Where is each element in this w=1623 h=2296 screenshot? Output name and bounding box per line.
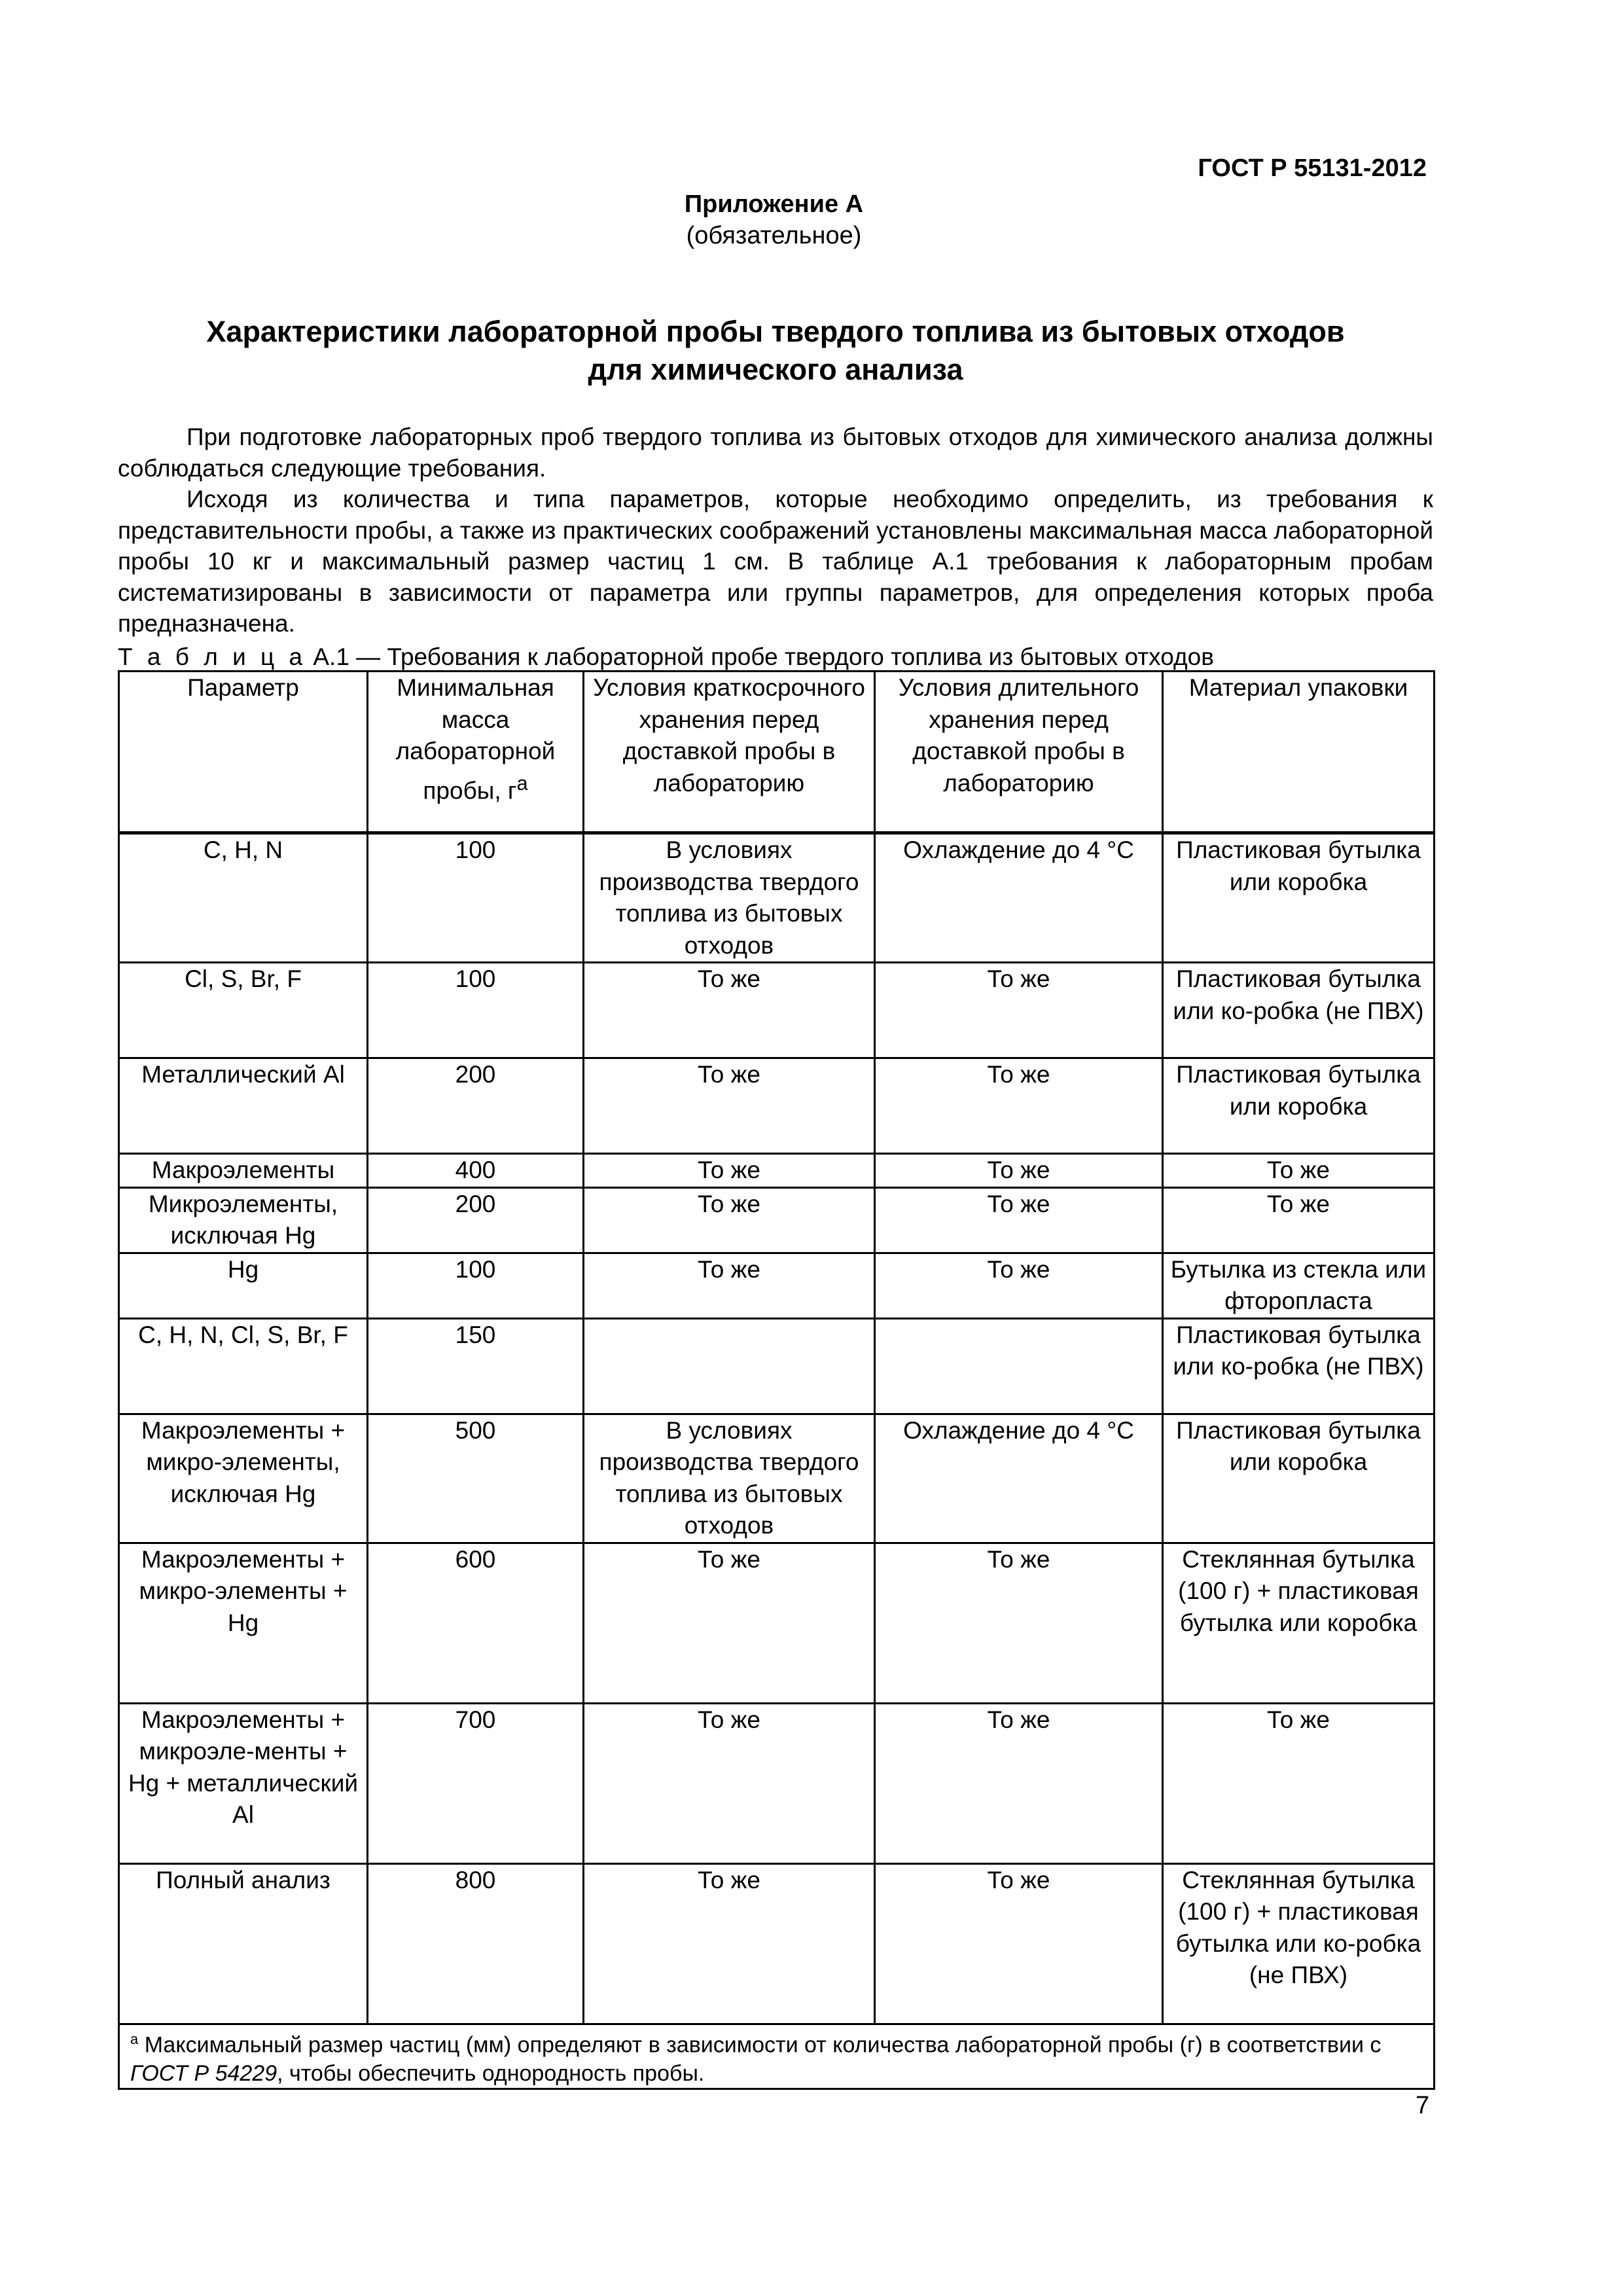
header-parameter: Параметр xyxy=(119,672,368,833)
table-row xyxy=(119,833,1435,963)
footnote-text-a: Максимальный размер частиц (мм) определяют в зависимости от количества лабораторной пробы (г) в соответствии с xyxy=(144,2032,1382,2057)
cell-parameter: Полный анализ xyxy=(119,1863,368,2024)
cell-packaging: Пластиковая бутылка или коробка xyxy=(1163,833,1435,963)
table-row xyxy=(119,1863,1435,2024)
cell-short-storage: То же xyxy=(584,1058,875,1154)
table-body xyxy=(119,833,1435,2024)
cell-parameter: Макроэлементы xyxy=(119,1154,368,1188)
cell-long-storage: То же xyxy=(875,1863,1163,2024)
document-code: ГОСТ Р 55131-2012 xyxy=(1198,154,1427,182)
cell-mass: 100 xyxy=(368,963,584,1058)
cell-long-storage xyxy=(875,1318,1163,1414)
cell-short-storage: То же xyxy=(584,1253,875,1318)
table-header-row xyxy=(119,672,1435,833)
footnote-reference: ГОСТ Р 54229 xyxy=(130,2060,277,2086)
cell-long-storage: Охлаждение до 4 °C xyxy=(875,833,1163,963)
table-row xyxy=(119,1414,1435,1543)
cell-packaging: То же xyxy=(1163,1703,1435,1863)
appendix-status: (обязательное) xyxy=(686,222,862,249)
cell-parameter: Макроэлементы + микроэле-менты + Hg + металлический Al xyxy=(119,1703,368,1863)
table-row xyxy=(119,1703,1435,1863)
cell-mass: 200 xyxy=(368,1187,584,1253)
cell-mass: 600 xyxy=(368,1543,584,1703)
cell-packaging: Бутылка из стекла или фторопласта xyxy=(1163,1253,1435,1318)
table-row xyxy=(119,963,1435,1058)
header-mass xyxy=(368,672,584,833)
cell-parameter: Макроэлементы + микро-элементы + Hg xyxy=(119,1543,368,1703)
table-row xyxy=(119,1058,1435,1154)
table-row xyxy=(119,1187,1435,1253)
cell-mass: 150 xyxy=(368,1318,584,1414)
header-long-storage: Условия длительного хранения перед доставкой пробы в лабораторию xyxy=(875,672,1163,833)
cell-mass: 200 xyxy=(368,1058,584,1154)
cell-long-storage: То же xyxy=(875,1154,1163,1188)
cell-mass: 500 xyxy=(368,1414,584,1543)
cell-long-storage: То же xyxy=(875,1187,1163,1253)
cell-long-storage: То же xyxy=(875,1253,1163,1318)
cell-parameter: C, H, N xyxy=(119,833,368,963)
cell-parameter: Hg xyxy=(119,1253,368,1318)
cell-short-storage xyxy=(584,1318,875,1414)
cell-mass: 400 xyxy=(368,1154,584,1188)
page-title xyxy=(118,313,1433,389)
cell-parameter: Металлический Al xyxy=(119,1058,368,1154)
cell-short-storage: То же xyxy=(584,1863,875,2024)
cell-mass: 800 xyxy=(368,1863,584,2024)
cell-short-storage: То же xyxy=(584,1187,875,1253)
cell-packaging: Стеклянная бутылка (100 г) + пластиковая бутылка или ко-робка (не ПВХ) xyxy=(1163,1863,1435,2024)
cell-packaging: Пластиковая бутылка или ко-робка (не ПВХ) xyxy=(1163,1318,1435,1414)
cell-packaging: Пластиковая бутылка или ко-робка (не ПВХ) xyxy=(1163,963,1435,1058)
table-caption-text: А.1 — Требования к лабораторной пробе твердого топлива из бытовых отходов xyxy=(313,643,1214,670)
cell-packaging: Пластиковая бутылка или коробка xyxy=(1163,1058,1435,1154)
cell-mass: 700 xyxy=(368,1703,584,1863)
table-row xyxy=(119,1154,1435,1188)
table-row xyxy=(119,1318,1435,1414)
appendix-label: Приложение А xyxy=(684,190,864,218)
footnote-row xyxy=(119,2024,1435,2089)
table-row xyxy=(119,1253,1435,1318)
appendix-heading xyxy=(0,188,1548,251)
table-footnote xyxy=(119,2024,1435,2089)
cell-mass: 100 xyxy=(368,833,584,963)
title-line-1: Характеристики лабораторной пробы твердого топлива из бытовых отходов xyxy=(206,315,1345,348)
table-caption-prefix: Т а б л и ц а xyxy=(118,643,307,670)
cell-mass: 100 xyxy=(368,1253,584,1318)
cell-long-storage: То же xyxy=(875,1703,1163,1863)
requirements-table xyxy=(118,670,1435,2090)
cell-parameter: Cl, S, Br, F xyxy=(119,963,368,1058)
cell-short-storage: То же xyxy=(584,1154,875,1188)
cell-parameter: Макроэлементы + микро-элементы, исключая Hg xyxy=(119,1414,368,1543)
cell-packaging: То же xyxy=(1163,1154,1435,1188)
intro-paragraph-2: Исходя из количества и типа параметров, которые необходимо определить, из требования к представительности пробы, а также из практических соображений установлены максимальная масса лабораторной пробы 10 кг и максимальный размер частиц 1 см. В таблице А.1 требования к лабораторным пробам систематизированы в зависимости от параметра или группы параметров, для определения которых проба предназначена. xyxy=(118,486,1433,637)
cell-short-storage: То же xyxy=(584,963,875,1058)
title-line-2: для химического анализа xyxy=(588,353,963,386)
header-mass-text: Минимальная масса лабораторной пробы, г xyxy=(395,674,556,804)
cell-packaging: Пластиковая бутылка или коробка xyxy=(1163,1414,1435,1543)
footnote-mark: а xyxy=(130,2030,139,2047)
page-number: 7 xyxy=(1416,2092,1430,2119)
cell-short-storage: В условиях производства твердого топлива из бытовых отходов xyxy=(584,1414,875,1543)
header-packaging: Материал упаковки xyxy=(1163,672,1435,833)
cell-short-storage: В условиях производства твердого топлива из бытовых отходов xyxy=(584,833,875,963)
cell-short-storage: То же xyxy=(584,1543,875,1703)
table-caption xyxy=(118,641,1214,673)
cell-parameter: C, H, N, Cl, S, Br, F xyxy=(119,1318,368,1414)
intro-paragraph-1: При подготовке лабораторных проб твердого топлива из бытовых отходов для химического анализа должны соблюдаться следующие требования. xyxy=(118,423,1433,482)
footnote-text-b: , чтобы обеспечить однородность пробы. xyxy=(277,2060,705,2086)
cell-long-storage: То же xyxy=(875,1543,1163,1703)
cell-short-storage: То же xyxy=(584,1703,875,1863)
cell-packaging: То же xyxy=(1163,1187,1435,1253)
cell-parameter: Микроэлементы, исключая Hg xyxy=(119,1187,368,1253)
cell-packaging: Стеклянная бутылка (100 г) + пластиковая бутылка или коробка xyxy=(1163,1543,1435,1703)
cell-long-storage: Охлаждение до 4 °C xyxy=(875,1414,1163,1543)
intro-text xyxy=(118,422,1433,639)
table-row xyxy=(119,1543,1435,1703)
header-short-storage: Условия краткосрочного хранения перед доставкой пробы в лабораторию xyxy=(584,672,875,833)
cell-long-storage: То же xyxy=(875,963,1163,1058)
header-mass-footnote-mark: а xyxy=(516,771,528,795)
cell-long-storage: То же xyxy=(875,1058,1163,1154)
